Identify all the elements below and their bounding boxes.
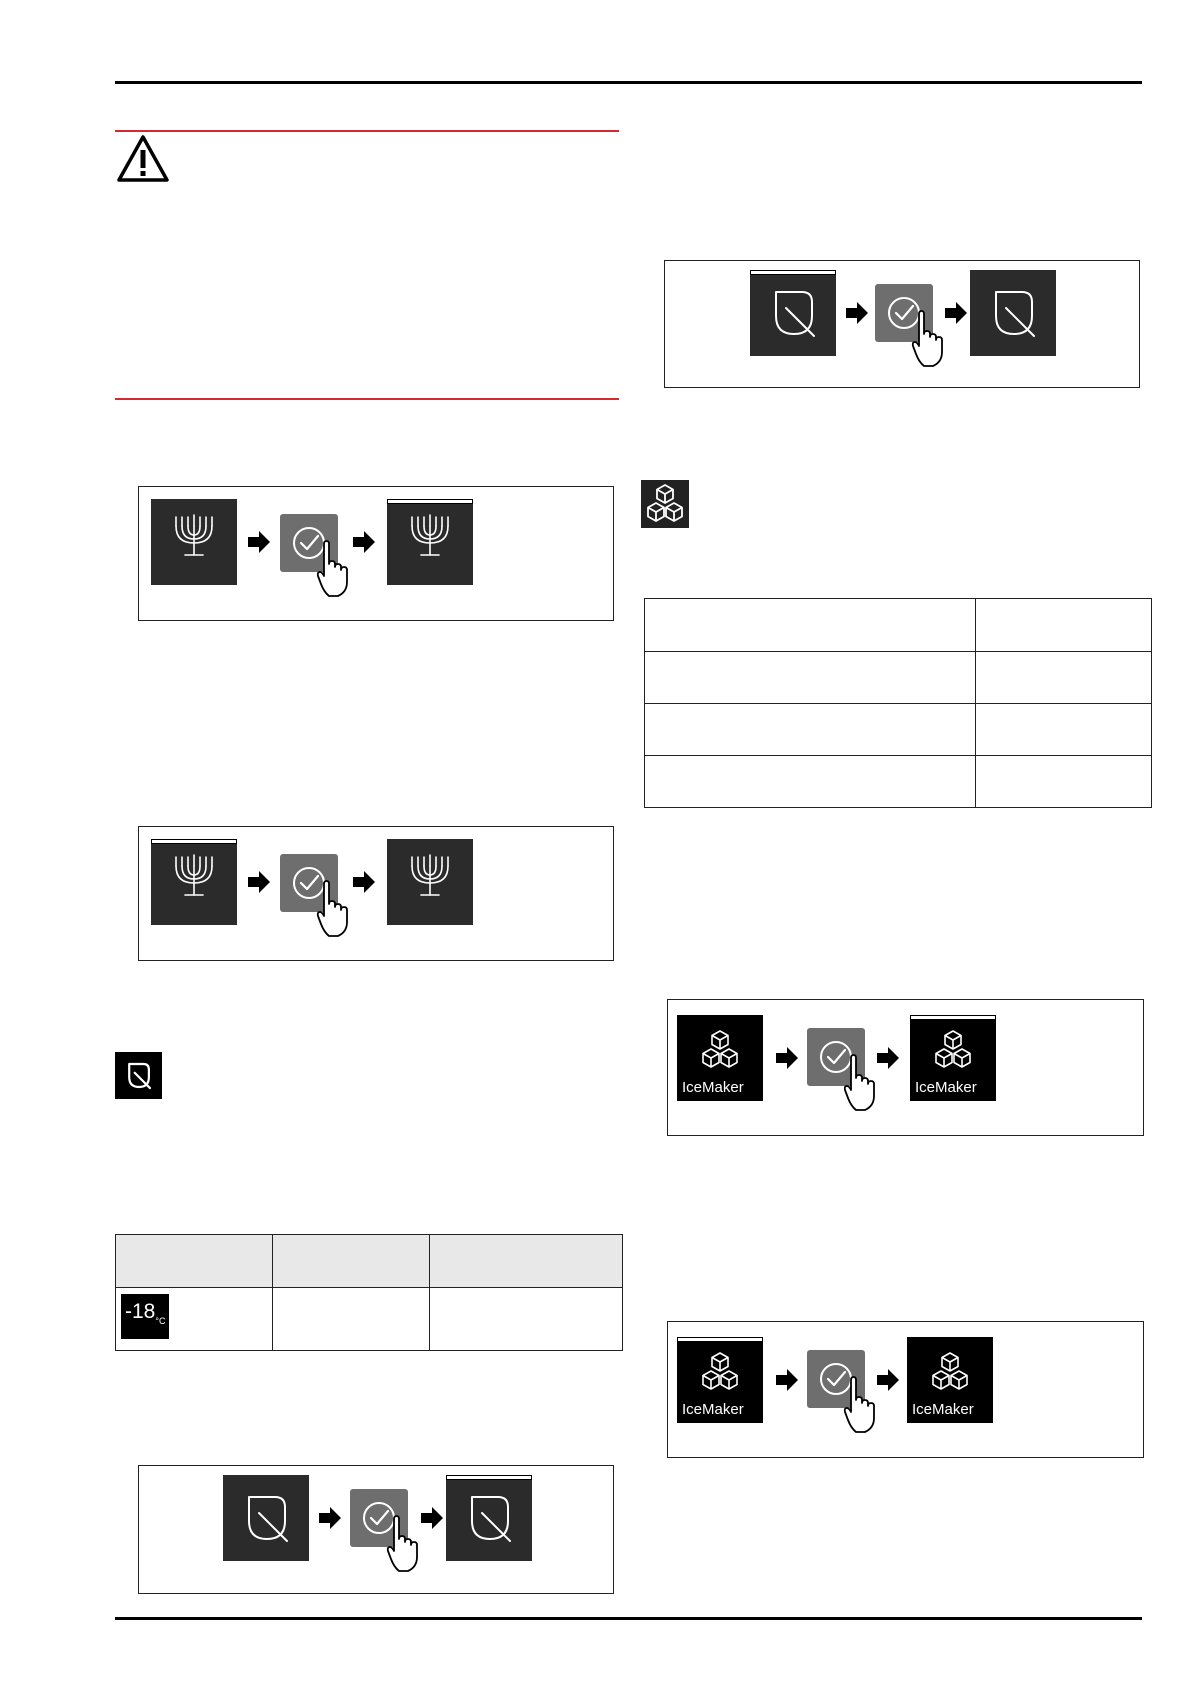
table-cell <box>976 756 1152 808</box>
temperature-value: -18 <box>125 1300 156 1323</box>
table-cell <box>645 756 976 808</box>
arrow-right-icon <box>247 870 271 894</box>
arrow-right-icon <box>352 530 376 554</box>
table-cell <box>273 1288 430 1351</box>
menorah-icon <box>387 839 473 925</box>
active-indicator-bar <box>387 499 473 504</box>
pointing-hand-icon <box>386 1515 420 1573</box>
eco-tile <box>970 270 1056 356</box>
arrow-right-icon <box>876 1046 900 1070</box>
ice-cubes-icon <box>641 480 689 528</box>
arrow-right-icon <box>318 1506 342 1530</box>
table-header-cell <box>116 1235 273 1288</box>
table-cell <box>430 1288 623 1351</box>
menorah-icon <box>151 499 237 585</box>
eco-on-diagram <box>138 1465 614 1594</box>
table-cell <box>976 704 1152 756</box>
arrow-right-icon <box>845 301 869 325</box>
table-cell <box>645 599 976 652</box>
leaf-icon <box>750 270 836 356</box>
warning-top-rule <box>115 130 619 132</box>
header-rule <box>115 81 1142 84</box>
table-header-cell <box>273 1235 430 1288</box>
table-cell <box>976 599 1152 652</box>
pointing-hand-icon <box>911 310 945 368</box>
active-indicator-bar <box>446 1475 532 1480</box>
arrow-right-icon <box>420 1506 444 1530</box>
leaf-icon <box>115 1052 162 1099</box>
arrow-right-icon <box>247 530 271 554</box>
temperature-display <box>121 1294 169 1339</box>
active-indicator-bar <box>750 270 836 275</box>
table-header-cell <box>430 1235 623 1288</box>
sabbath-on-diagram <box>138 486 614 621</box>
icemaker-on-diagram <box>667 999 1144 1136</box>
warning-bottom-rule <box>115 398 619 400</box>
eco-tile <box>223 1475 309 1561</box>
table-cell <box>976 652 1152 704</box>
eco-off-diagram <box>664 260 1140 388</box>
sabbath-tile <box>151 499 237 585</box>
icemaker-tile-active <box>910 1015 996 1101</box>
arrow-right-icon <box>775 1368 799 1392</box>
pointing-hand-icon <box>316 540 350 598</box>
pointing-hand-icon <box>843 1376 877 1434</box>
icemaker-tile <box>677 1015 763 1101</box>
arrow-right-icon <box>775 1046 799 1070</box>
sabbath-tile-active <box>151 839 237 925</box>
table-cell <box>116 1288 273 1351</box>
table-cell <box>645 704 976 756</box>
arrow-right-icon <box>352 870 376 894</box>
menorah-icon <box>387 499 473 585</box>
icemaker-off-diagram <box>667 1321 1144 1458</box>
sabbath-tile-active <box>387 499 473 585</box>
eco-tile-active <box>446 1475 532 1561</box>
arrow-right-icon <box>944 301 968 325</box>
leaf-icon <box>223 1475 309 1561</box>
pointing-hand-icon <box>843 1054 877 1112</box>
icemaker-table <box>644 598 1152 808</box>
active-indicator-bar <box>910 1015 996 1020</box>
eco-tile-active <box>750 270 836 356</box>
arrow-right-icon <box>876 1368 900 1392</box>
menorah-icon <box>151 839 237 925</box>
table-cell <box>645 652 976 704</box>
temperature-unit: °C <box>155 1316 166 1326</box>
icemaker-label: IceMaker <box>915 1079 977 1096</box>
warning-triangle-icon <box>116 134 170 189</box>
pointing-hand-icon <box>316 880 350 938</box>
eco-temperature-table <box>115 1234 623 1351</box>
sabbath-tile <box>387 839 473 925</box>
sabbath-off-diagram <box>138 826 614 961</box>
icemaker-tile <box>907 1337 993 1423</box>
active-indicator-bar <box>151 839 237 844</box>
icemaker-tile-active <box>677 1337 763 1423</box>
icemaker-label: IceMaker <box>682 1079 744 1096</box>
leaf-icon <box>970 270 1056 356</box>
icemaker-icon-tile <box>641 480 689 528</box>
active-indicator-bar <box>677 1337 763 1342</box>
icemaker-label: IceMaker <box>912 1401 974 1418</box>
leaf-icon <box>446 1475 532 1561</box>
eco-mode-icon-tile <box>115 1052 162 1099</box>
icemaker-label: IceMaker <box>682 1401 744 1418</box>
footer-rule <box>115 1617 1142 1620</box>
